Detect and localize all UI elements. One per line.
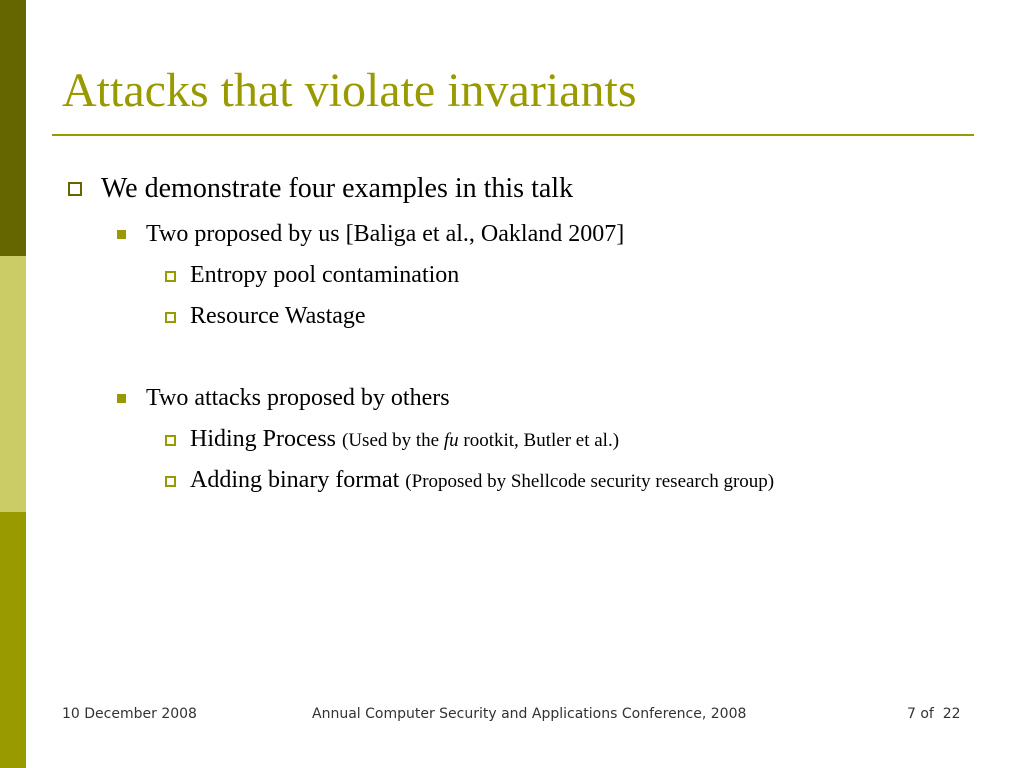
- sidebar-bar-light: [0, 256, 26, 512]
- hollow-small-bullet-icon: [165, 271, 176, 282]
- hollow-small-bullet-icon: [165, 476, 176, 487]
- bullet-text-level2: Two attacks proposed by others: [146, 385, 450, 411]
- bullet-text-level2: Two proposed by us [Baliga et al., Oakland 2007]: [146, 221, 625, 247]
- hollow-small-bullet-icon: [165, 312, 176, 323]
- note-text: rootkit, Butler et al.): [463, 430, 620, 451]
- bullet-note: [342, 430, 619, 451]
- title-divider: [52, 134, 974, 136]
- hollow-small-bullet-icon: [165, 435, 176, 446]
- bullet-main-text: Hiding Process: [190, 426, 336, 452]
- bullet-main-text: Adding binary format: [190, 467, 400, 493]
- bullet-text-level1: We demonstrate four examples in this talk: [101, 173, 574, 204]
- footer-date: 10 December 2008: [62, 706, 197, 722]
- solid-square-bullet-icon: [117, 394, 126, 403]
- bullet-text-level3: [190, 465, 774, 497]
- note-italic: fu: [443, 430, 459, 451]
- hollow-square-bullet-icon: [68, 182, 82, 196]
- note-text: (Used by the: [342, 430, 440, 451]
- sidebar-bar-dark: [0, 0, 26, 256]
- sidebar-bar-medium: [0, 512, 26, 768]
- bullet-text-level3: Entropy pool contamination: [190, 262, 460, 288]
- footer-conference: Annual Computer Security and Applications Conference, 2008: [312, 706, 747, 722]
- solid-square-bullet-icon: [117, 230, 126, 239]
- bullet-text-level3: Resource Wastage: [190, 303, 366, 329]
- bullet-text-level3: [190, 424, 619, 456]
- footer-page-number: 7 of 22: [907, 706, 961, 722]
- bullet-note: (Proposed by Shellcode security research group): [405, 471, 775, 492]
- slide-title: Attacks that violate invariants: [62, 64, 637, 117]
